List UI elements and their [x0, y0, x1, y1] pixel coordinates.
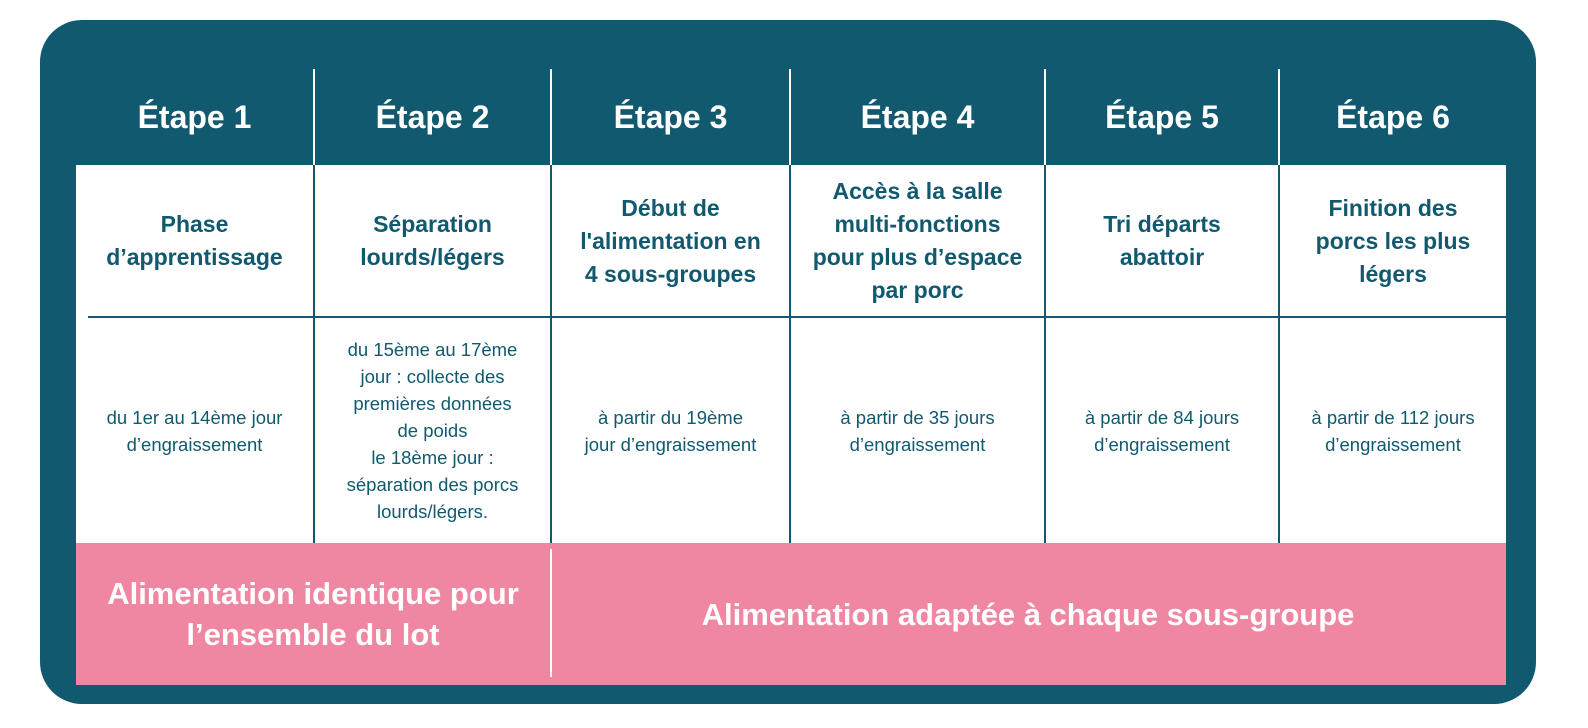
- stage-2-description-cell: [313, 318, 550, 543]
- stage-4-title: Accès à la salle multi-fonctions pour plus d’espace par porc: [812, 178, 1023, 303]
- stage-5-header: Étape 5: [1044, 69, 1278, 165]
- feeding-adapted-label: Alimentation adaptée à chaque sous-groupe: [701, 596, 1355, 632]
- stage-1-description-cell: [76, 318, 313, 543]
- feeding-identical-label: Alimentation identique pour l’ensemble du lot: [107, 576, 519, 652]
- stage-6-description: à partir de 112 jours d’engraissement: [1311, 406, 1475, 455]
- stage-5-description: à partir de 84 jours d’engraissement: [1084, 406, 1240, 455]
- stage-3-description: à partir du 19ème jour d’engraissement: [584, 406, 757, 455]
- feeding-band: [76, 543, 1506, 685]
- stage-4-description-cell: [789, 318, 1044, 543]
- stage-4-title-cell: [789, 165, 1044, 317]
- stage-3-description-cell: [550, 318, 789, 543]
- stage-5-title: Tri départs abattoir: [1103, 211, 1221, 270]
- stage-description-row: [76, 318, 1506, 543]
- stage-3-header: Étape 3: [550, 69, 789, 165]
- feeding-adapted-cell: [550, 543, 1506, 685]
- stage-title-row: [76, 165, 1506, 317]
- stage-1-description: du 1er au 14ème jour d’engraissement: [106, 406, 283, 455]
- stage-1-title-cell: [76, 165, 313, 317]
- stage-4-header: Étape 4: [789, 69, 1044, 165]
- stage-1-title: Phase d’apprentissage: [106, 211, 283, 270]
- stage-2-description: du 15ème au 17ème jour : collecte des premières données de poids le 18ème jour : séparation des porcs lourds/légers.: [346, 339, 519, 522]
- stage-2-title: Séparation lourds/légers: [360, 211, 505, 270]
- stage-6-description-cell: [1278, 318, 1506, 543]
- feeding-divider: [550, 549, 552, 677]
- stage-1-header: Étape 1: [137, 98, 252, 135]
- stage-header-row: [76, 69, 1506, 165]
- stage-2-title-cell: [313, 165, 550, 317]
- feeding-identical-cell: [76, 543, 550, 685]
- stage-2-header: Étape 2: [313, 69, 550, 165]
- stage-5-title-cell: [1044, 165, 1278, 317]
- stage-5-description-cell: [1044, 318, 1278, 543]
- stage-6-header: Étape 6: [1278, 69, 1506, 165]
- stage-3-title: Début de l'alimentation en 4 sous-groupes: [580, 194, 761, 287]
- stage-6-title: Finition des porcs les plus légers: [1315, 194, 1471, 287]
- stage-4-description: à partir de 35 jours d’engraissement: [840, 406, 995, 455]
- stage-table-body: [76, 165, 1506, 543]
- stage-6-title-cell: [1278, 165, 1506, 317]
- stage-3-title-cell: [550, 165, 789, 317]
